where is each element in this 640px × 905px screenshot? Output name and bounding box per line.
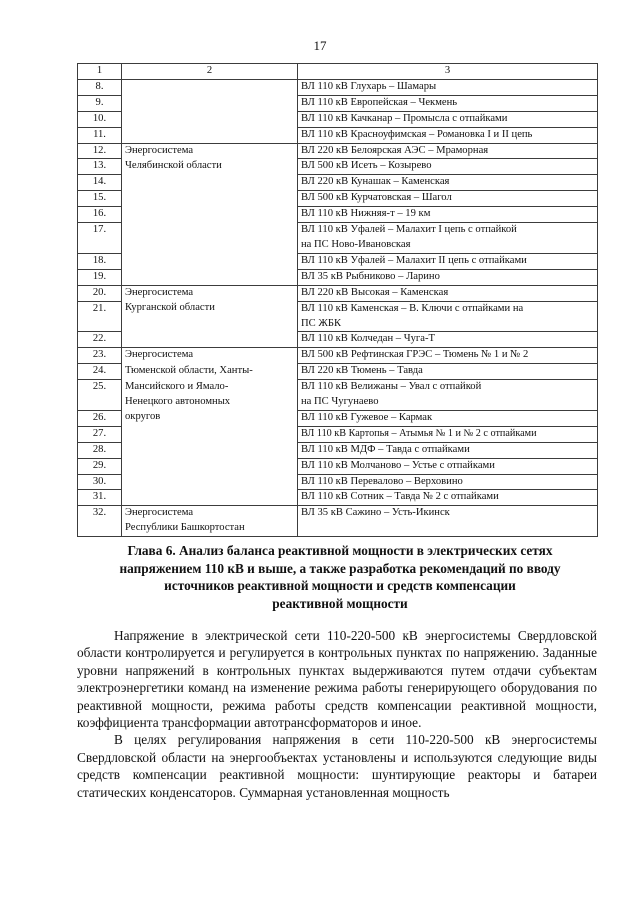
paragraph: В целях регулирования напряжения в сети 110-220-500 кВ энергосистемы Свердловской области на энергообъектах установлены и используются следующие виды средств компенсации реактивной мощности: шунтирующие реакторы и батареи статических конденсаторов. Суммарная установленная мощность bbox=[77, 732, 597, 800]
table-row bbox=[78, 285, 598, 301]
system-cell: Тюменской области, Ханты- bbox=[122, 364, 298, 380]
line-name: ВЛ 110 кВ Европейская – Чекмень bbox=[298, 95, 598, 111]
table-row bbox=[78, 474, 598, 490]
table-row bbox=[78, 95, 598, 111]
line-name: ВЛ 110 кВ Нижняя-т – 19 км bbox=[298, 207, 598, 223]
system-cell-empty bbox=[122, 332, 298, 348]
line-name-part: на ПС Чугунаево bbox=[301, 396, 379, 408]
column-header: 3 bbox=[298, 64, 598, 80]
row-number: 32. bbox=[78, 506, 122, 537]
system-cell-empty bbox=[122, 95, 298, 111]
line-name: ВЛ 110 кВ Глухарь – Шамары bbox=[298, 79, 598, 95]
row-number: 24. bbox=[78, 364, 122, 380]
system-cell-part: Мансийского и Ямало- bbox=[125, 380, 229, 392]
system-cell-empty bbox=[122, 269, 298, 285]
table-row bbox=[78, 253, 598, 269]
line-name bbox=[298, 301, 598, 332]
system-cell: Курганской области bbox=[122, 301, 298, 332]
system-cell-part: Республики Башкортостан bbox=[125, 522, 245, 534]
system-cell-empty bbox=[122, 207, 298, 223]
system-cell-empty bbox=[122, 111, 298, 127]
system-cell-empty bbox=[122, 253, 298, 269]
line-name-part: ВЛ 110 кВ Каменская – В. Ключи с отпайками на bbox=[301, 302, 524, 314]
line-name bbox=[298, 380, 598, 411]
row-number: 17. bbox=[78, 223, 122, 254]
line-name: ВЛ 110 кВ Уфалей – Малахит II цепь с отпайками bbox=[298, 253, 598, 269]
table-row bbox=[78, 79, 598, 95]
line-name: ВЛ 110 кВ Картопья – Атымья № 1 и № 2 с отпайками bbox=[298, 426, 598, 442]
column-header: 2 bbox=[122, 64, 298, 80]
system-cell-empty bbox=[122, 175, 298, 191]
line-name: ВЛ 110 кВ Качканар – Промысла с отпайками bbox=[298, 111, 598, 127]
row-number: 12. bbox=[78, 143, 122, 159]
row-number: 26. bbox=[78, 410, 122, 426]
table-row bbox=[78, 111, 598, 127]
line-name-part: ПС ЖБК bbox=[301, 317, 342, 329]
line-name: ВЛ 220 кВ Тюмень – Тавда bbox=[298, 364, 598, 380]
transmission-lines-table bbox=[77, 63, 598, 537]
table-row bbox=[78, 332, 598, 348]
row-number: 23. bbox=[78, 348, 122, 364]
row-number: 22. bbox=[78, 332, 122, 348]
line-name: ВЛ 110 кВ Колчедан – Чуга-Т bbox=[298, 332, 598, 348]
system-cell-empty bbox=[122, 458, 298, 474]
row-number: 27. bbox=[78, 426, 122, 442]
line-name: ВЛ 220 кВ Кунашак – Каменская bbox=[298, 175, 598, 191]
table-row bbox=[78, 458, 598, 474]
table-row bbox=[78, 127, 598, 143]
row-number: 8. bbox=[78, 79, 122, 95]
row-number: 14. bbox=[78, 175, 122, 191]
line-name: ВЛ 110 кВ Перевалово – Верховино bbox=[298, 474, 598, 490]
line-name: ВЛ 500 кВ Курчатовская – Шагол bbox=[298, 191, 598, 207]
table-row bbox=[78, 364, 598, 380]
table-row bbox=[78, 506, 598, 537]
table-row bbox=[78, 223, 598, 254]
system-cell bbox=[122, 380, 298, 411]
table-row bbox=[78, 175, 598, 191]
system-cell-empty bbox=[122, 79, 298, 95]
system-cell-empty bbox=[122, 442, 298, 458]
table-header-row bbox=[78, 64, 598, 80]
line-name: ВЛ 35 кВ Рыбниково – Ларино bbox=[298, 269, 598, 285]
system-cell: Челябинской области bbox=[122, 159, 298, 175]
system-cell: Энергосистема bbox=[122, 285, 298, 301]
line-name: ВЛ 220 кВ Высокая – Каменская bbox=[298, 285, 598, 301]
system-cell-empty bbox=[122, 490, 298, 506]
table-row bbox=[78, 301, 598, 332]
table-row bbox=[78, 207, 598, 223]
line-name-part: на ПС Ново-Ивановская bbox=[301, 238, 411, 250]
chapter-title-line: Глава 6. Анализ баланса реактивной мощности в электрических сетях bbox=[127, 543, 553, 558]
table-row bbox=[78, 191, 598, 207]
row-number: 20. bbox=[78, 285, 122, 301]
line-name: ВЛ 110 кВ Гужевое – Кармак bbox=[298, 410, 598, 426]
table-row bbox=[78, 490, 598, 506]
row-number: 16. bbox=[78, 207, 122, 223]
line-name-part: ВЛ 110 кВ Велижаны – Увал с отпайкой bbox=[301, 381, 482, 393]
line-name-part: ВЛ 110 кВ Уфалей – Малахит I цепь с отпайкой bbox=[301, 224, 517, 236]
row-number: 15. bbox=[78, 191, 122, 207]
chapter-title-line: источников реактивной мощности и средств компенсации bbox=[164, 578, 516, 593]
system-cell: округов bbox=[122, 410, 298, 426]
row-number: 31. bbox=[78, 490, 122, 506]
line-name: ВЛ 500 кВ Исеть – Козырево bbox=[298, 159, 598, 175]
line-name: ВЛ 110 кВ МДФ – Тавда с отпайками bbox=[298, 442, 598, 458]
table-row bbox=[78, 410, 598, 426]
row-number: 28. bbox=[78, 442, 122, 458]
system-cell-empty bbox=[122, 426, 298, 442]
line-name: ВЛ 110 кВ Красноуфимская – Романовка I и II цепь bbox=[298, 127, 598, 143]
row-number: 10. bbox=[78, 111, 122, 127]
table-row bbox=[78, 159, 598, 175]
system-cell-part: Энергосистема bbox=[125, 507, 194, 519]
row-number: 25. bbox=[78, 380, 122, 411]
line-name: ВЛ 35 кВ Сажино – Усть-Икинск bbox=[298, 506, 598, 537]
line-name bbox=[298, 223, 598, 254]
line-name: ВЛ 500 кВ Рефтинская ГРЭС – Тюмень № 1 и № 2 bbox=[298, 348, 598, 364]
table-row bbox=[78, 348, 598, 364]
system-cell-empty bbox=[122, 474, 298, 490]
body-text bbox=[77, 627, 597, 801]
table-row bbox=[78, 380, 598, 411]
paragraph: Напряжение в электрической сети 110-220-500 кВ энергосистемы Свердловской области контролируется и регулируется в контрольных пунктах по напряжению. Заданные уровни напряжений в контрольных пунктах выдерживаются путем отдачи субъектам электроэнергетики команд на изменение режима работы генерирующего оборудования по реактивной мощности, режима работы средств компенсации реактивной мощности, коэффициента трансформации автотрансформаторов и иное. bbox=[77, 628, 597, 731]
system-cell-empty bbox=[122, 191, 298, 207]
system-cell-part: Ненецкого автономных bbox=[125, 395, 231, 407]
table-row bbox=[78, 426, 598, 442]
table-row bbox=[78, 143, 598, 159]
row-number: 18. bbox=[78, 253, 122, 269]
chapter-title-line: реактивной мощности bbox=[272, 595, 408, 611]
table-row bbox=[78, 269, 598, 285]
chapter-title bbox=[90, 542, 590, 612]
row-number: 13. bbox=[78, 159, 122, 175]
chapter-title-line: напряжением 110 кВ и выше, а также разработка рекомендаций по вводу bbox=[119, 560, 561, 576]
row-number: 21. bbox=[78, 301, 122, 332]
system-cell: Энергосистема bbox=[122, 348, 298, 364]
page-number: 17 bbox=[313, 38, 327, 53]
row-number: 11. bbox=[78, 127, 122, 143]
row-number: 30. bbox=[78, 474, 122, 490]
row-number: 19. bbox=[78, 269, 122, 285]
system-cell bbox=[122, 506, 298, 537]
line-name: ВЛ 220 кВ Белоярская АЭС – Мраморная bbox=[298, 143, 598, 159]
system-cell-empty bbox=[122, 223, 298, 254]
row-number: 29. bbox=[78, 458, 122, 474]
line-name: ВЛ 110 кВ Сотник – Тавда № 2 с отпайками bbox=[298, 490, 598, 506]
line-name: ВЛ 110 кВ Молчаново – Устье с отпайками bbox=[298, 458, 598, 474]
column-header: 1 bbox=[78, 64, 122, 80]
system-cell-empty bbox=[122, 127, 298, 143]
row-number: 9. bbox=[78, 95, 122, 111]
table-row bbox=[78, 442, 598, 458]
system-cell: Энергосистема bbox=[122, 143, 298, 159]
